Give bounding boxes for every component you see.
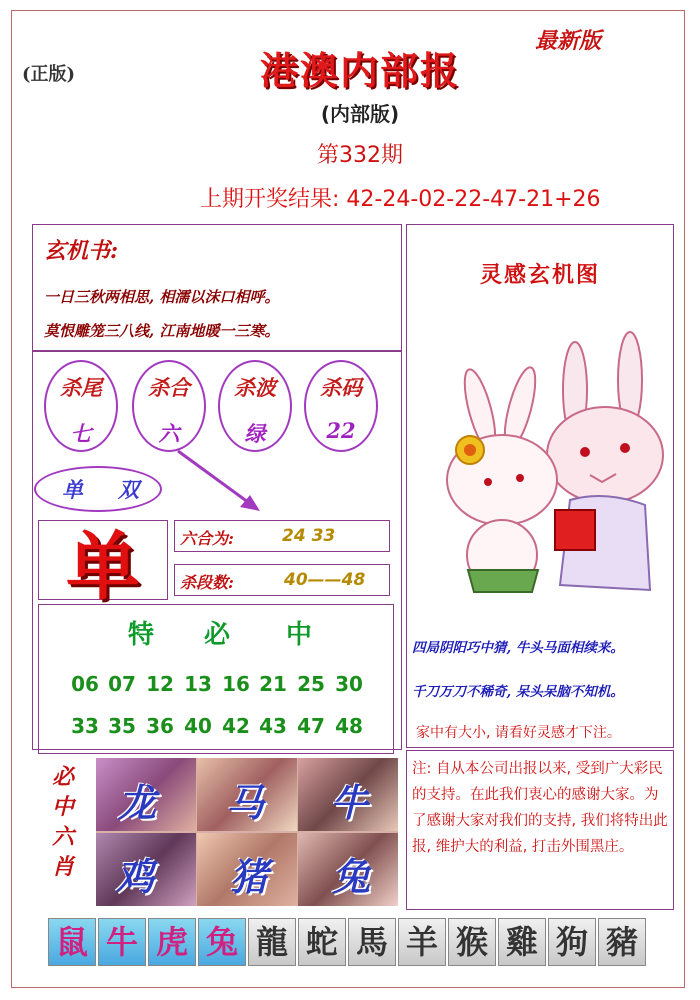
verse-line-2: 千刀万刀不稀奇, 呆头呆脑不知机。	[412, 684, 624, 700]
divider	[32, 350, 402, 352]
tbz-char: 特	[128, 620, 155, 650]
zodiac-char: 猪	[230, 854, 269, 899]
zodiac-char: 牛	[330, 780, 369, 825]
zodiac-tile: 鼠	[48, 918, 96, 966]
number: 13	[184, 672, 212, 696]
xuanji-line-2: 莫恨雕笼三八线, 江南地暖一三寒。	[44, 322, 280, 340]
zodiac-tile: 兔	[198, 918, 246, 966]
edition-label: (正版)	[22, 64, 76, 85]
number: 40	[184, 714, 212, 738]
dan-shuang-oval	[34, 466, 162, 512]
zodiac-tile: 龍	[248, 918, 296, 966]
issue-number: 第332期	[317, 143, 403, 168]
number: 35	[108, 714, 136, 738]
oval-label: 杀波	[234, 375, 276, 400]
oval-label: 杀码	[320, 375, 362, 400]
subtitle: (内部版)	[320, 102, 400, 126]
number: 36	[146, 714, 174, 738]
note-text: 注: 自从本公司出报以来, 受到广大彩民的支持。在此我们衷心的感谢大家。为了感谢大家对我们的支持, 我们将特出此报, 维护大的利益, 打击外围黑庄。	[412, 761, 668, 855]
zodiac-tile: 虎	[148, 918, 196, 966]
big-dan: 单	[66, 524, 140, 610]
zodiac-tile: 雞	[498, 918, 546, 966]
zodiac-char: 马	[226, 780, 265, 825]
label-char: 必	[51, 764, 74, 790]
zodiac-tile: 牛	[98, 918, 146, 966]
zodiac-tile: 豬	[598, 918, 646, 966]
number: 30	[335, 672, 363, 696]
label-char: 肖	[51, 854, 74, 880]
oval-value: 七	[70, 421, 92, 446]
zodiac-strip	[48, 918, 648, 970]
number: 07	[108, 672, 136, 696]
rabbits-illustration	[420, 330, 670, 610]
zodiac-tile: 羊	[398, 918, 446, 966]
shashu-label: 杀段数:	[180, 573, 234, 592]
oval-label: 杀合	[148, 375, 190, 400]
liuhe-label: 六合为:	[180, 529, 234, 548]
xuanji-title: 玄机书:	[44, 238, 119, 264]
number: 47	[297, 714, 325, 738]
number: 12	[146, 672, 174, 696]
label-char: 中	[51, 794, 74, 820]
tbz-char: 中	[286, 620, 313, 650]
bizhong-liuxiao-label	[48, 762, 78, 882]
latest-edition-label: 最新版	[535, 28, 602, 54]
shuang-label: 双	[118, 477, 139, 502]
zodiac-char: 鸡	[116, 854, 155, 899]
label-char: 六	[51, 824, 74, 850]
number: 42	[222, 714, 250, 738]
zodiac-tile: 馬	[348, 918, 396, 966]
number: 43	[259, 714, 287, 738]
number: 06	[71, 672, 99, 696]
zodiac-tile: 狗	[548, 918, 596, 966]
oval-value: 22	[326, 418, 356, 443]
number: 21	[259, 672, 287, 696]
zodiac-char: 龙	[118, 780, 157, 825]
number: 25	[297, 672, 325, 696]
last-result: 上期开奖结果: 42-24-02-22-47-21+26	[200, 187, 601, 212]
oval-label: 杀尾	[60, 375, 102, 400]
zodiac-tile: 猴	[448, 918, 496, 966]
number: 16	[222, 672, 250, 696]
number: 48	[335, 714, 363, 738]
liuhe-value: 24 33	[282, 526, 336, 546]
tbz-char: 必	[204, 620, 231, 650]
shashu-value: 40——48	[284, 570, 366, 590]
zodiac-photo-grid	[96, 758, 398, 906]
xuanji-line-1: 一日三秋两相思, 相濡以沫口相呼。	[44, 288, 280, 306]
verse-line-1: 四局阴阳巧中猜, 牛头马面相续来。	[412, 640, 624, 656]
page-title: 港澳内部报	[259, 48, 460, 93]
arrow-icon	[170, 445, 270, 520]
linggan-title: 灵感玄机图	[479, 262, 600, 288]
oval-value: 绿	[244, 421, 266, 446]
oval-value: 六	[158, 421, 180, 446]
zodiac-char: 兔	[332, 854, 371, 899]
dan-label: 单	[62, 477, 83, 502]
number: 33	[71, 714, 99, 738]
hint-text: 家中有大小, 请看好灵感才下注。	[416, 725, 621, 741]
zodiac-tile: 蛇	[298, 918, 346, 966]
